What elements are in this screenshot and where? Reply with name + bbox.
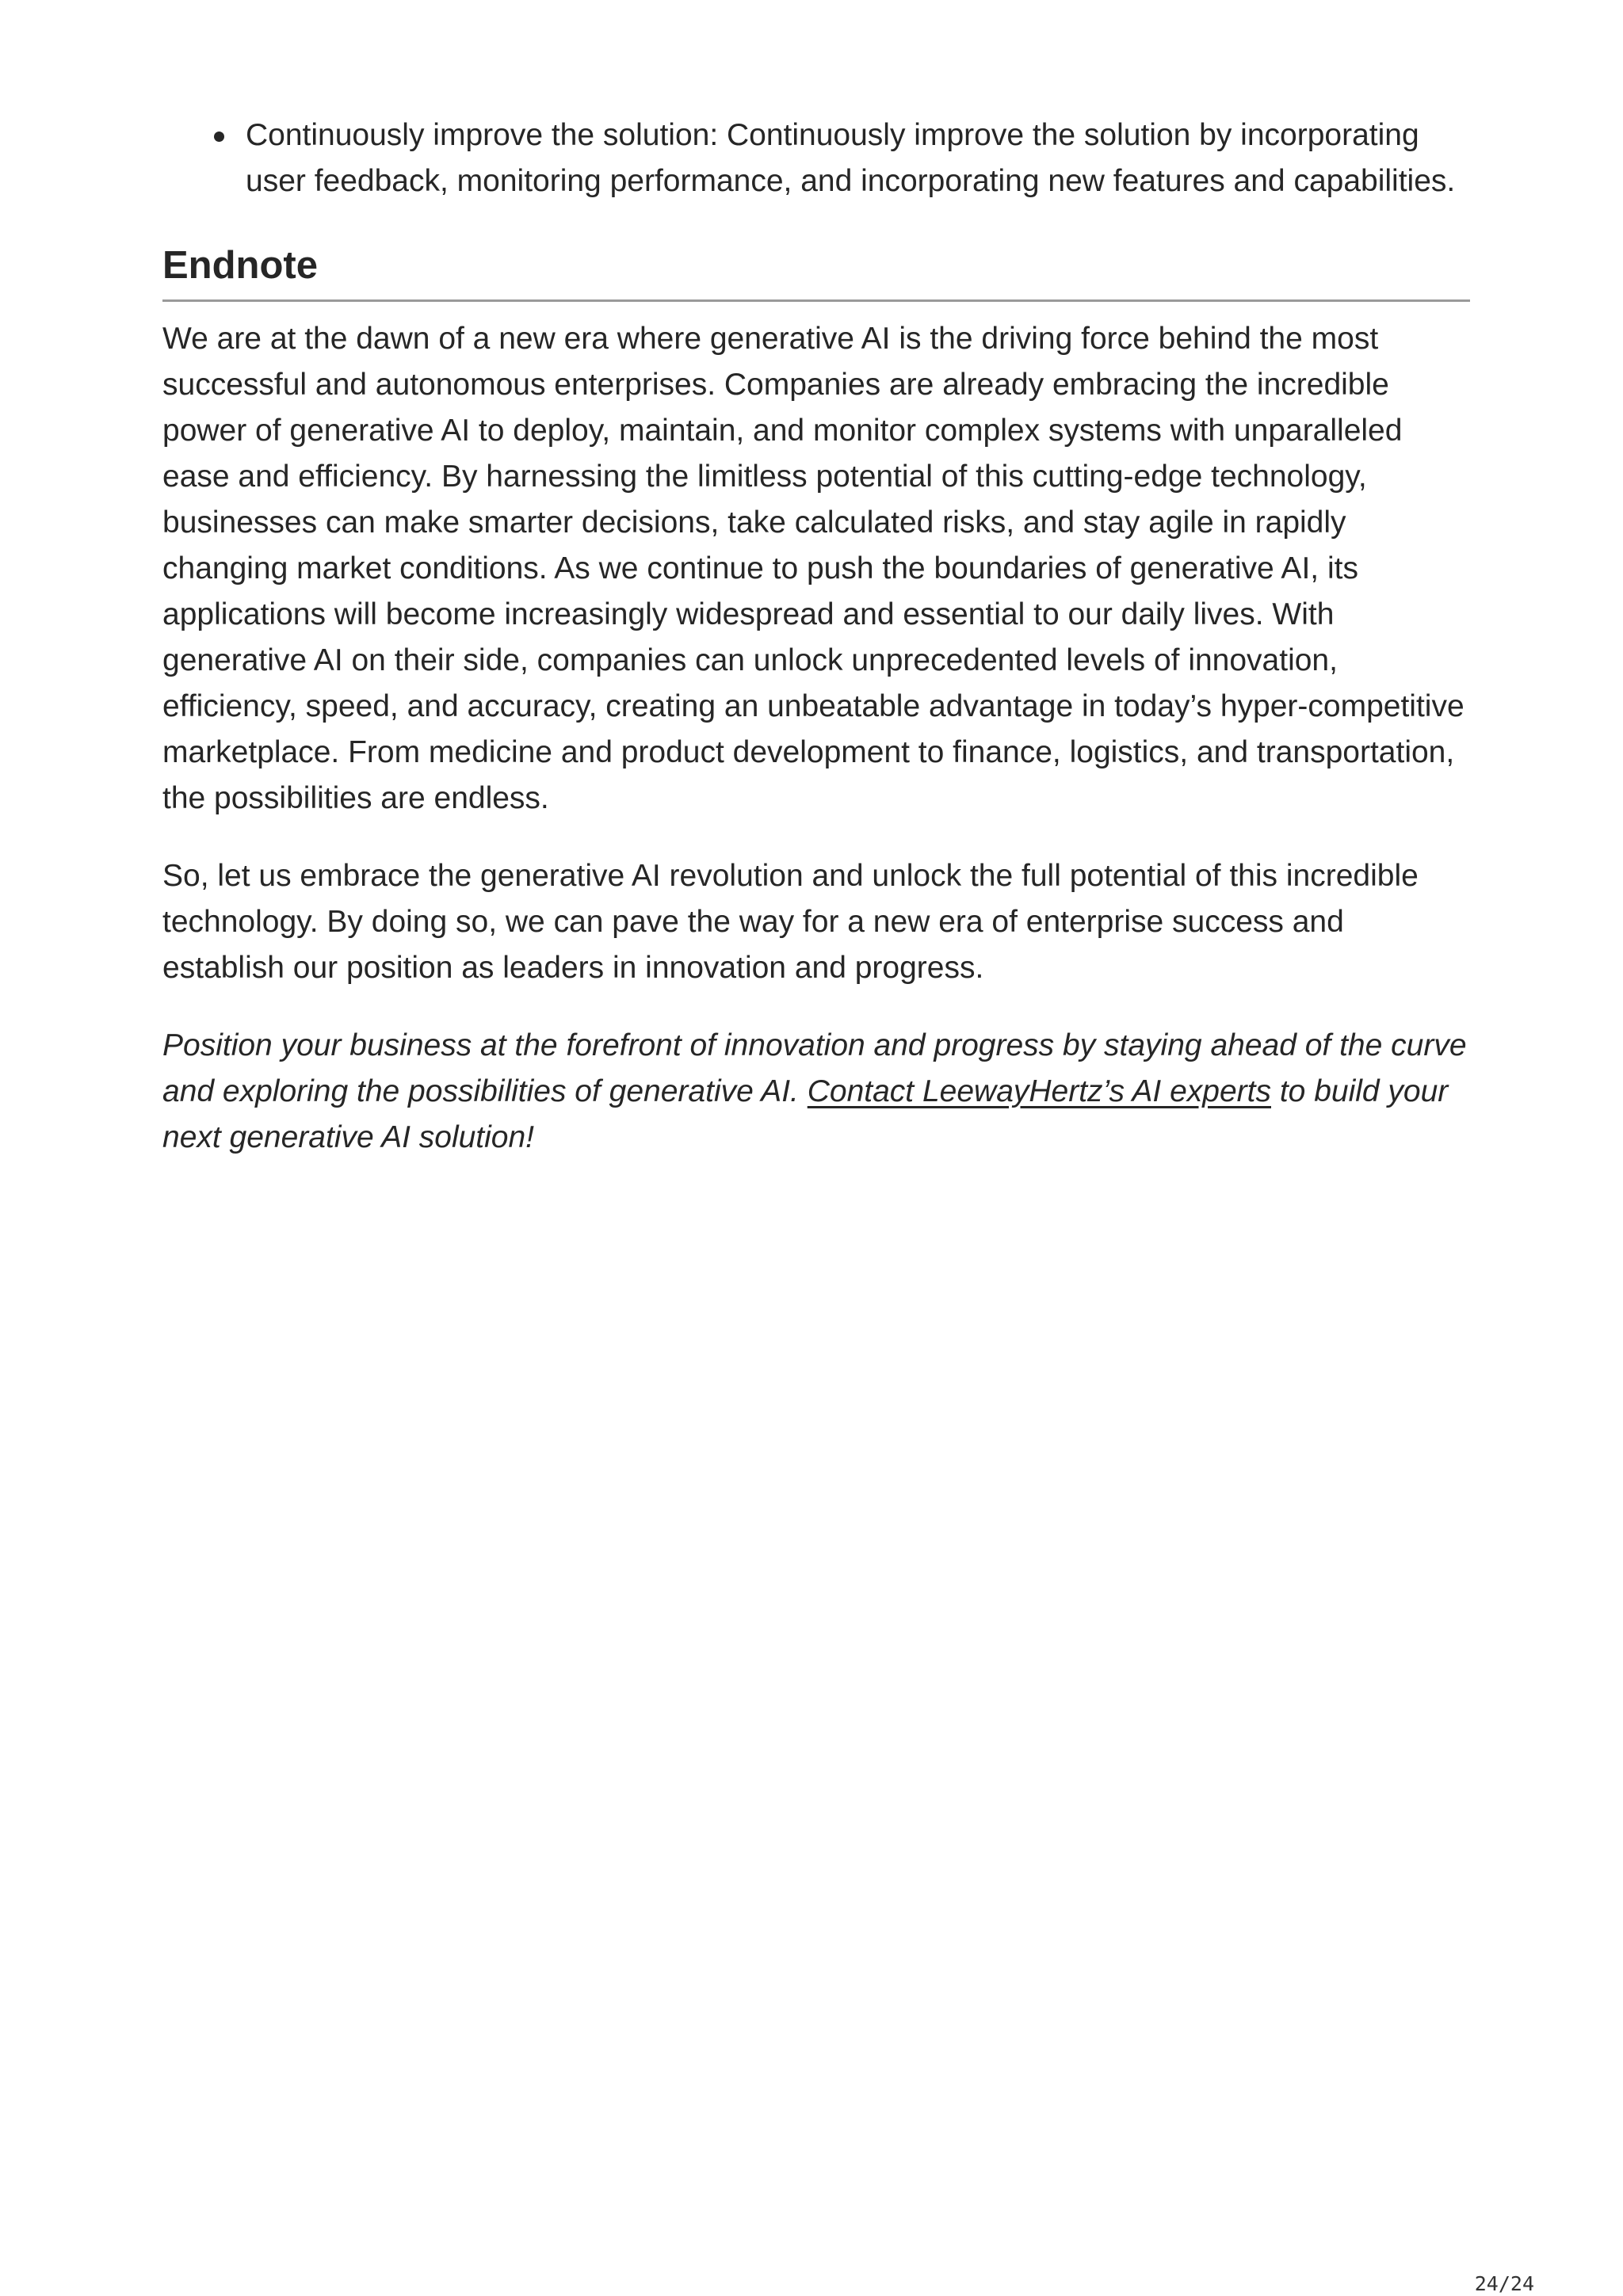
contact-link[interactable]: Contact LeewayHertz’s AI experts [807, 1074, 1271, 1108]
bullet-icon [214, 132, 224, 142]
list-item-text: Continuously improve the solution: Continuously improve the solution by incorporating user feedback, monitoring performance, and incorporating new features and capabilities. [246, 118, 1456, 198]
list-item [246, 113, 1470, 204]
page-number: 24/24 [1474, 2272, 1534, 2295]
cta-text-before: Position your business at the forefront of innovation and progress by staying ahead of the curve and exploring the possibilities of generative AI. [162, 1028, 1467, 1108]
call-to-action [162, 1023, 1470, 1161]
endnote-paragraph-2: So, let us embrace the generative AI revolution and unlock the full potential of this incredible technology. By doing so, we can pave the way for a new era of enterprise success and establish our position as leaders in innovation and progress. [162, 859, 1419, 985]
section-heading-endnote: Endnote [162, 238, 1470, 302]
bullet-list [162, 113, 1470, 204]
cta-text-after: to build your next generative AI solution! [162, 1074, 1449, 1154]
document-content [162, 113, 1470, 1161]
endnote-paragraph-1: We are at the dawn of a new era where generative AI is the driving force behind the most successful and autonomous enterprises. Companies are already embracing the incredible power of generative AI to deploy, maintain, and monitor complex systems with unparalleled ease and efficiency. By harnessing the limitless potential of this cutting-edge technology, businesses can make smarter decisions, take calculated risks, and stay agile in rapidly changing market conditions. As we continue to push the boundaries of generative AI, its applications will become increasingly widespread and essential to our daily lives. With generative AI on their side, companies can unlock unprecedented levels of innovation, efficiency, speed, and accuracy, creating an unbeatable advantage in today’s hyper-competitive marketplace. From medicine and product development to finance, logistics, and transportation, the possibilities are endless. [162, 322, 1465, 815]
